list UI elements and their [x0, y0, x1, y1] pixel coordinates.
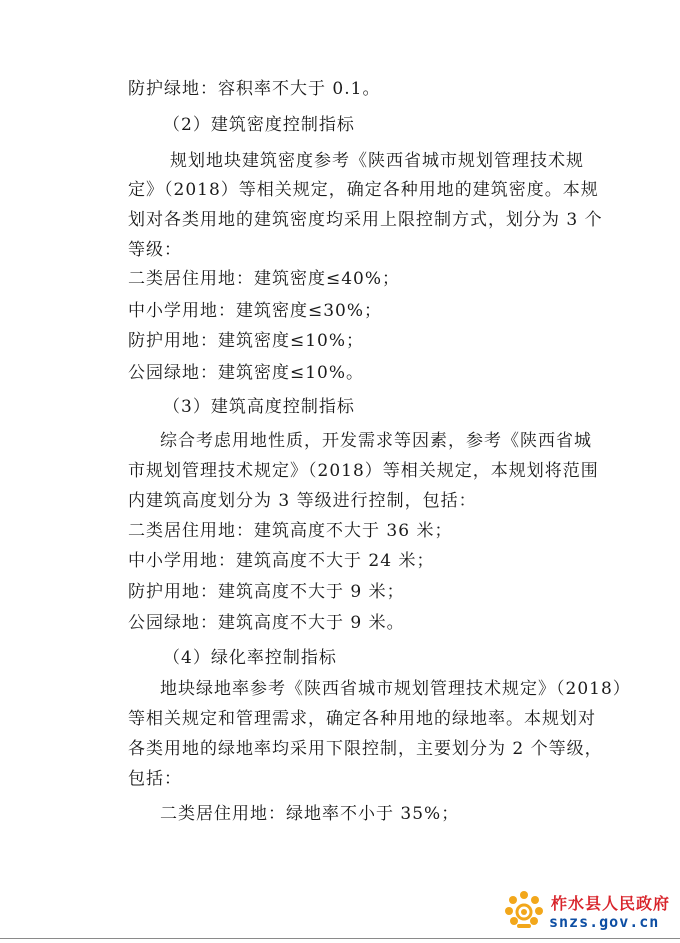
text-line: 防护用地：建筑密度≤10%；	[128, 331, 365, 351]
watermark-url: snzs.gov.cn	[549, 913, 660, 931]
text-line: 各类用地的绿地率均采用下限控制，主要划分为 2 个等级，	[128, 739, 603, 759]
text-line: 等相关规定和管理需求，确定各种用地的绿地率。本规划对	[128, 709, 596, 729]
text-line: 中小学用地：建筑高度不大于 24 米；	[128, 551, 435, 571]
text-line: 综合考虑用地性质，开发需求等因素，参考《陕西省城	[160, 431, 592, 451]
text-line: 市规划管理技术规定》（2018）等相关规定，本规划将范围	[128, 461, 599, 481]
text-line: 公园绿地：建筑高度不大于 9 米。	[128, 613, 405, 633]
text-line: 等级：	[128, 240, 182, 260]
text-line: 二类居住用地：绿地率不小于 35%；	[160, 804, 460, 824]
text-line: 内建筑高度划分为 3 等级进行控制，包括：	[128, 491, 477, 511]
text-line: 中小学用地：建筑密度≤30%；	[128, 301, 383, 321]
section-heading-4: （4）绿化率控制指标	[163, 648, 337, 668]
sunflower-logo-icon	[503, 889, 545, 931]
text-line: 定》（2018）等相关规定，确定各种用地的建筑密度。本规	[128, 180, 599, 200]
text-line: 二类居住用地：建筑密度≤40%；	[128, 269, 401, 289]
text-line: 规划地块建筑密度参考《陕西省城市规划管理技术规	[170, 151, 584, 171]
text-line: 防护用地：建筑高度不大于 9 米；	[128, 582, 405, 602]
text-line: 防护绿地：容积率不大于 0.1。	[128, 79, 381, 99]
government-watermark	[503, 887, 671, 937]
section-heading-3: （3）建筑高度控制指标	[163, 397, 355, 417]
watermark-title: 柞水县人民政府	[551, 894, 671, 913]
text-line: 公园绿地：建筑密度≤10%。	[128, 363, 365, 383]
section-heading-2: （2）建筑密度控制指标	[163, 115, 355, 135]
text-line: 地块绿地率参考《陕西省城市规划管理技术规定》（2018）	[160, 679, 631, 699]
scan-edge-divider	[0, 938, 680, 939]
text-line: 划对各类用地的建筑密度均采用上限控制方式，划分为 3 个	[128, 210, 603, 230]
text-line: 二类居住用地：建筑高度不大于 36 米；	[128, 521, 453, 541]
text-line: 包括：	[128, 769, 182, 789]
